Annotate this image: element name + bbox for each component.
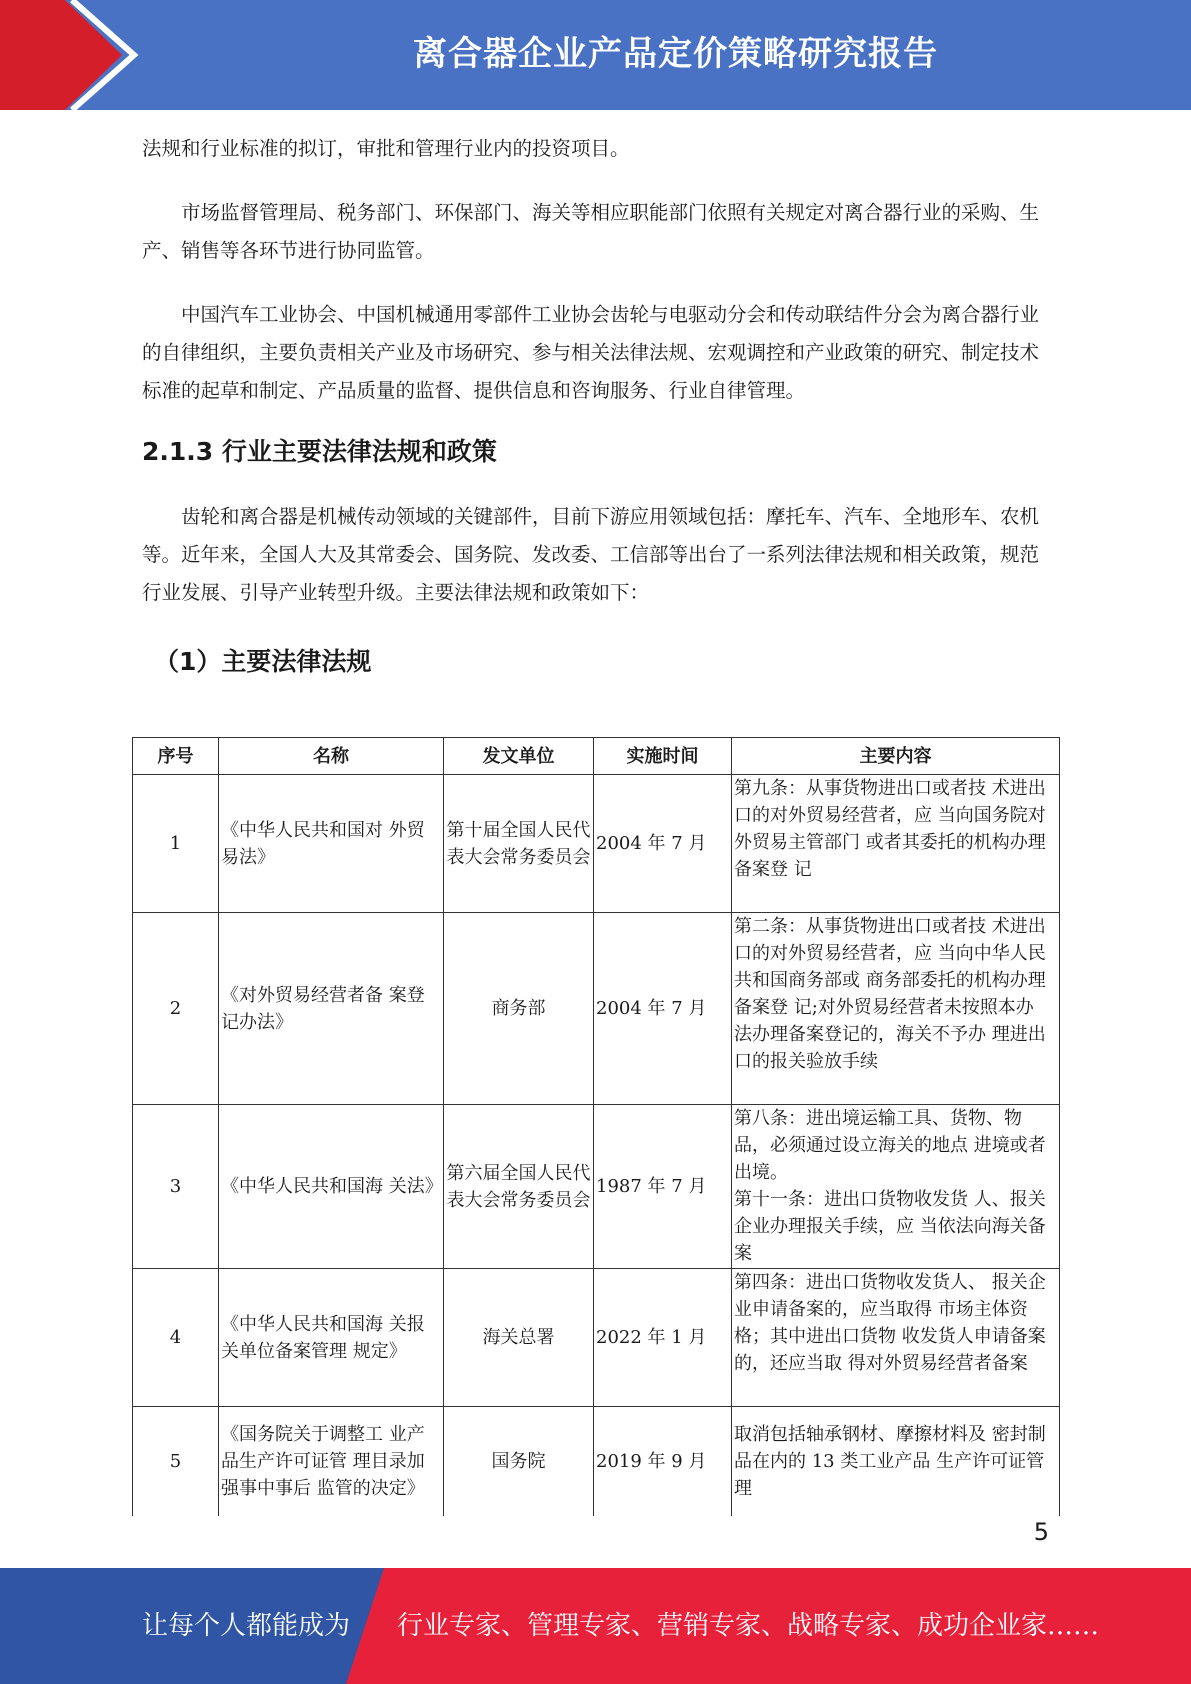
paragraph-continuation: 法规和行业标准的拟订，审批和管理行业内的投资项目。 <box>142 137 630 160</box>
cell-name: 《中华人民共和国海 关法》 <box>219 1105 444 1269</box>
paragraph-section-intro: 齿轮和离合器是机械传动领域的关键部件，目前下游应用领域包括：摩托车、汽车、全地形车、农机等。近年来，全国人大及其常委会、国务院、发改委、工信部等出台了一系列法律法规和相关政策，规范行业发展、引导产业转型升级。主要法律法规和政策如下： <box>142 505 1040 604</box>
page-number: 5 <box>1033 1518 1049 1546</box>
cell-name: 《中华人民共和国对 外贸易法》 <box>219 775 444 913</box>
cell-no: 4 <box>133 1269 219 1407</box>
cell-name: 《国务院关于调整工 业产品生产许可证管 理目录加强事中事后 监管的决定》 <box>219 1407 444 1516</box>
cell-content: 第二条：从事货物进出口或者技 术进出口的对外贸易经营者，应 当向中华人民共和国商务部或 商务部委托的机构办理备案登 记;对外贸易经营者未按照本办 法办理备案登记的，海关不予办 理进出口的报关验放手续 <box>732 913 1060 1105</box>
cell-issuer: 国务院 <box>444 1407 594 1516</box>
cell-issuer: 第六届全国人民代表大会常务委员会 <box>444 1105 594 1269</box>
table-row <box>133 1105 1060 1269</box>
page-header <box>0 0 1191 110</box>
paragraph-associations: 中国汽车工业协会、中国机械通用零部件工业协会齿轮与电驱动分会和传动联结件分会为离合器行业的自律组织，主要负责相关产业及市场研究、参与相关法律法规、宏观调控和产业政策的研究、制定技术标准的起草和制定、产品质量的监督、提供信息和咨询服务、行业自律管理。 <box>142 303 1040 402</box>
footer-slogan-left: 让每个人都能成为 <box>142 1611 351 1641</box>
report-title: 离合器企业产品定价策略研究报告 <box>413 34 938 74</box>
cell-date: 2019 年 9 月 <box>594 1407 732 1516</box>
document-body <box>142 130 1047 682</box>
column-header-content: 主要内容 <box>732 738 1060 775</box>
subsection-heading: （1）主要法律法规 <box>154 647 372 676</box>
cell-content: 第四条：进出口货物收发货人、 报关企业申请备案的，应当取得 市场主体资格；其中进出口货物 收发货人申请备案的，还应当取 得对外贸易经营者备案 <box>732 1269 1060 1407</box>
cell-content: 第八条：进出境运输工具、货物、物品，必须通过设立海关的地点 进境或者出境。 第十一条：进出口货物收发货 人、报关企业办理报关手续，应 当依法向海关备案 <box>732 1105 1060 1269</box>
paragraph-regulators: 市场监督管理局、税务部门、环保部门、海关等相应职能部门依照有关规定对离合器行业的采购、生产、销售等各环节进行协同监管。 <box>142 201 1040 262</box>
page-footer <box>0 1568 1191 1684</box>
cell-name: 《中华人民共和国海 关报关单位备案管理 规定》 <box>219 1269 444 1407</box>
cell-date: 2022 年 1 月 <box>594 1269 732 1407</box>
cell-content: 取消包括轴承钢材、摩擦材料及 密封制品在内的 13 类工业产品 生产许可证管理 <box>732 1407 1060 1516</box>
cell-no: 5 <box>133 1407 219 1516</box>
cell-date: 1987 年 7 月 <box>594 1105 732 1269</box>
cell-issuer: 海关总署 <box>444 1269 594 1407</box>
laws-table <box>132 737 1060 1516</box>
footer-slogan-right: 行业专家、管理专家、营销专家、战略专家、成功企业家…… <box>397 1611 1100 1641</box>
table-row <box>133 1269 1060 1407</box>
header-arrow-ribbon <box>0 0 160 110</box>
cell-content: 第九条：从事货物进出口或者技 术进出口的对外贸易经营者，应 当向国务院对外贸易主管部门 或者其委托的机构办理备案登 记 <box>732 775 1060 913</box>
column-header-issuer: 发文单位 <box>444 738 594 775</box>
cell-date: 2004 年 7 月 <box>594 775 732 913</box>
column-header-name: 名称 <box>219 738 444 775</box>
table-header-row <box>133 738 1060 775</box>
cell-no: 3 <box>133 1105 219 1269</box>
table-row <box>133 1407 1060 1516</box>
table-row <box>133 775 1060 913</box>
cell-no: 1 <box>133 775 219 913</box>
section-heading: 2.1.3 行业主要法律法规和政策 <box>142 437 497 466</box>
cell-issuer: 第十届全国人民代表大会常务委员会 <box>444 775 594 913</box>
cell-issuer: 商务部 <box>444 913 594 1105</box>
cell-no: 2 <box>133 913 219 1105</box>
column-header-date: 实施时间 <box>594 738 732 775</box>
table-row <box>133 913 1060 1105</box>
cell-name: 《对外贸易经营者备 案登记办法》 <box>219 913 444 1105</box>
cell-date: 2004 年 7 月 <box>594 913 732 1105</box>
column-header-no: 序号 <box>133 738 219 775</box>
